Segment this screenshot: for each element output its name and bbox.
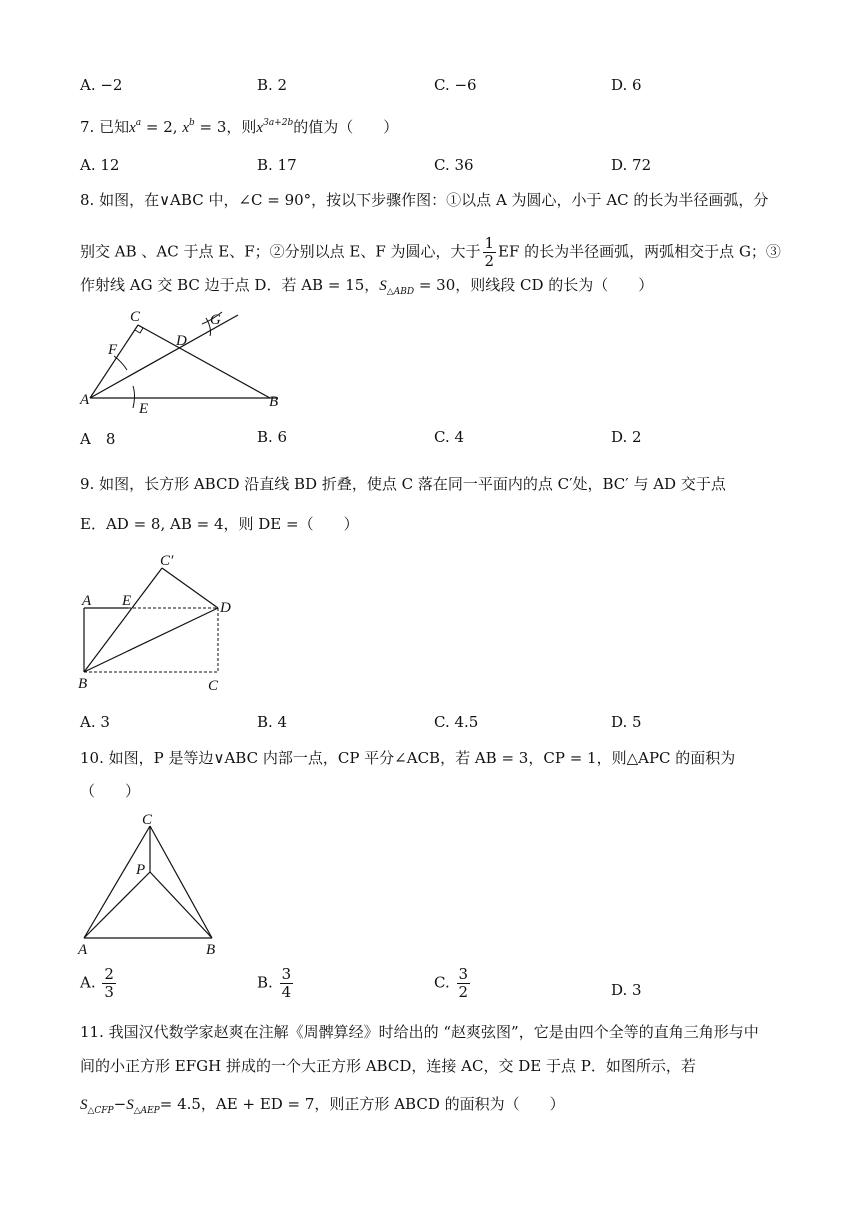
q8-label-c: C: [130, 309, 141, 325]
q8-label-f: F: [108, 342, 118, 358]
q10-option-c-frac: $\frac{3}{2}$: [458, 965, 469, 1001]
q11-line3: [80, 1093, 565, 1116]
q11-line3b: = 4.5，AE + ED = 7，则正方形 ABCD 的面积为（ ）: [159, 1095, 565, 1113]
q9-option-c: C. 4.5: [434, 713, 479, 731]
q9-option-a: A. 3: [80, 713, 110, 731]
q7-mid2: = 3，则: [194, 118, 257, 136]
q11-s1-sub: △CFP: [87, 1106, 114, 1116]
q8-line2: [80, 236, 781, 269]
q9-option-b: B. 4: [257, 713, 288, 731]
q8-option-d: D. 2: [611, 428, 642, 446]
q7-sup1: a: [135, 118, 142, 128]
q6-option-b: B. 2: [257, 76, 288, 94]
q11-line1: 11. 我国汉代数学家赵爽在注解《周髀算经》时给出的 “赵爽弦图”，它是由四个全等的直角三角形与中: [80, 1023, 759, 1041]
q9-option-d: D. 5: [611, 713, 642, 731]
q10-label-a: A: [78, 942, 88, 958]
q10-label-p: P: [136, 862, 146, 878]
q8-line2a: 别交 AB 、AC 于点 E、F；②分别以点 E、F 为圆心，大于: [80, 242, 481, 261]
q8-fraction: $\frac{1}{2}$: [484, 234, 495, 270]
q6-option-d: D. 6: [611, 76, 642, 94]
q10-option-a: A. $\frac{2}{3}$: [80, 965, 114, 1001]
q11-s2-sub: △AEP: [133, 1106, 160, 1116]
q10-option-a-frac: $\frac{2}{3}$: [104, 965, 114, 1001]
q11-line2: 间的小正方形 EFGH 拼成的一个大正方形 ABCD，连接 AC，交 DE 于点 P．如图所示，若: [80, 1057, 696, 1075]
q9-label-cprime: C′: [160, 553, 174, 569]
q8-label-b: B: [269, 394, 279, 410]
q10-option-b-frac: $\frac{3}{4}$: [281, 965, 292, 1001]
q7-option-d: D. 72: [611, 156, 652, 174]
q11-s2: S: [126, 1097, 134, 1113]
q7-stem: [80, 116, 398, 137]
q8-line2b: EF 的长为半径画弧，两弧相交于点 G；③: [498, 242, 781, 261]
q11-minus: −: [113, 1095, 127, 1113]
q10-label-b: B: [206, 942, 216, 958]
q7-option-c: C. 36: [434, 156, 474, 174]
q8-option-b: B. 6: [257, 428, 288, 446]
q8-s-sub: △ABD: [386, 287, 415, 297]
q9-label-c: C: [208, 678, 219, 694]
q8-label-g: G: [210, 312, 221, 328]
q9-line1: 9. 如图，长方形 ABCD 沿直线 BD 折叠，使点 C 落在同一平面内的点 C′处，BC′ 与 AD 交于点: [80, 475, 726, 493]
q8-line3b: = 30，则线段 CD 的长为（ ）: [414, 276, 654, 294]
q10-option-d: D. 3: [611, 981, 642, 999]
q10-label-c: C: [142, 812, 153, 828]
q8-label-d: D: [176, 333, 187, 349]
q8-s: S: [379, 278, 387, 294]
q10-line2: （ ）: [80, 782, 141, 800]
q8-option-c: C. 4: [434, 428, 465, 446]
q7-mid1: = 2,: [141, 118, 183, 136]
q7-x1: x: [129, 120, 136, 136]
q7-x2: x: [182, 120, 189, 136]
q7-prefix: 7. 已知: [80, 118, 130, 136]
q9-figure: [70, 548, 250, 698]
q8-option-a: A 8: [80, 430, 116, 448]
q10-line1: 10. 如图，P 是等边∨ABC 内部一点，CP 平分∠ACB，若 AB = 3，CP = 1，则△APC 的面积为: [80, 749, 736, 767]
q7-sup2: b: [189, 118, 195, 128]
q8-line3a: 作射线 AG 交 BC 边于点 D．若 AB = 15，: [80, 276, 380, 294]
q7-sup3: 3a+2b: [263, 118, 294, 128]
q11-s1: S: [80, 1097, 88, 1113]
q7-option-a: A. 12: [80, 156, 120, 174]
q7-suffix: 的值为（ ）: [293, 118, 399, 136]
q8-line3: [80, 274, 653, 297]
q10-option-b: B. $\frac{3}{4}$: [257, 965, 292, 1001]
q6-option-c: C. −6: [434, 76, 477, 94]
q9-label-d: D: [220, 600, 231, 616]
q10-figure: [70, 808, 240, 960]
q7-x3: x: [256, 120, 264, 136]
q7-option-b: B. 17: [257, 156, 297, 174]
q8-label-e: E: [139, 401, 149, 417]
q9-label-b: B: [78, 676, 88, 692]
q8-line1: 8. 如图，在∨ABC 中，∠C = 90°，按以下步骤作图：①以点 A 为圆心，小于 AC 的长为半径画弧，分: [80, 191, 769, 209]
q8-figure: [70, 300, 279, 420]
q9-line2: E．AD = 8, AB = 4，则 DE =（ ）: [80, 515, 359, 533]
q8-label-a: A: [80, 392, 90, 408]
q9-label-a: A: [82, 593, 92, 609]
q6-option-a: A. −2: [80, 76, 123, 94]
q9-label-e: E: [122, 593, 132, 609]
q10-option-c: C. $\frac{3}{2}$: [434, 965, 469, 1001]
